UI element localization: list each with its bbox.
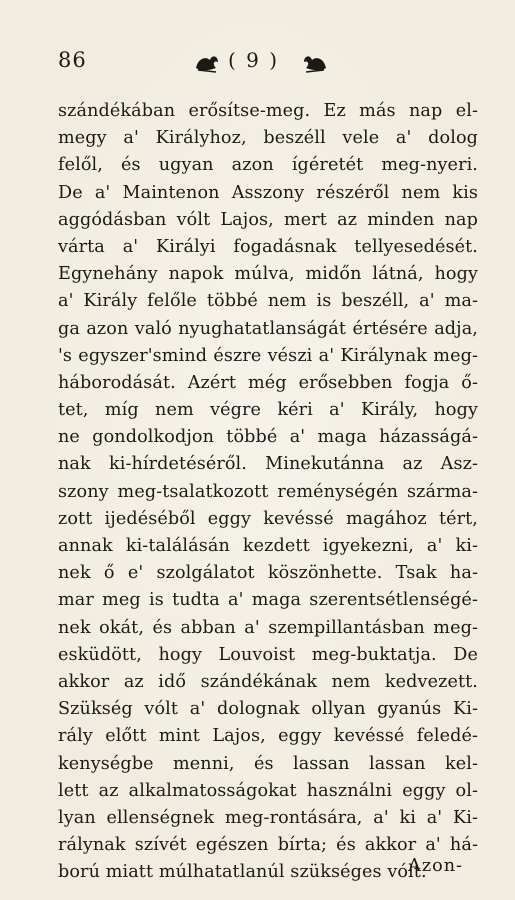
- text-line: Szükség vólt a' dolognak ollyan gyanús Ki-: [58, 699, 478, 720]
- text-line: felől, és ugyan azon ígéretét meg-nyeri.: [58, 155, 478, 176]
- text-line: zott ijedéséből eggy kevéssé magához tért,: [58, 508, 478, 529]
- text-line: rály előtt mint Lajos, eggy kevéssé feledé-: [58, 726, 478, 747]
- catchword: Azon-: [408, 856, 463, 876]
- text-line: szándékában erősítse-meg. Ez más nap el-: [58, 101, 478, 121]
- text-line: ne gondolkodjon többé a' maga házasságá-: [58, 427, 478, 448]
- text-line: lyan ellenségnek meg-rontására, a' ki a' Ki-: [58, 807, 478, 828]
- body-text: [58, 98, 478, 886]
- text-line: várta a' Királyi fogadásnak tellyesedését.: [58, 236, 478, 257]
- text-line: rálynak szívét egészen bírta; és akkor a' há-: [58, 835, 478, 856]
- text-line: a' Király felőle többé nem is beszéll, a' ma-: [58, 291, 478, 312]
- text-line: esküdött, hogy Louvoist meg-buktatja. De: [58, 644, 478, 665]
- text-line: ga azon való nyughatatlanságát értésére adja,: [58, 318, 478, 339]
- text-line: annak ki-találásán kezdett igyekezni, a' ki-: [58, 536, 478, 556]
- fleuron-right-icon: [300, 50, 330, 76]
- text-line: 's egyszer'smind észre vészi a' Királynak meg-: [58, 345, 478, 366]
- signature-mark: ( 9 ): [228, 48, 280, 72]
- text-line: aggódásban vólt Lajos, mert az minden nap: [58, 209, 478, 230]
- text-line: nek ő e' szolgálatot köszönhette. Tsak ha-: [58, 563, 478, 584]
- text-line: nek okát, és abban a' szempillantásban meg-: [58, 617, 478, 638]
- text-line: ború miatt múlhatatlanúl szükséges vólt.: [58, 862, 427, 883]
- text-line: háborodását. Azért még erősebben fogja ő-: [58, 372, 478, 393]
- text-line: De a' Maintenon Asszony részéről nem kis: [58, 182, 478, 203]
- text-line: akkor az idő szándékának nem kedvezett.: [58, 671, 478, 692]
- text-line: tet, míg nem végre kéri a' Király, hogy: [58, 400, 478, 421]
- text-line: lett az alkalmatosságokat használni eggy ol-: [58, 780, 478, 801]
- text-line: megy a' Királyhoz, beszéll vele a' dolog: [58, 128, 478, 149]
- page-number: 86: [58, 48, 87, 72]
- text-line: Egynehány napok múlva, midőn látná, hogy: [58, 264, 478, 285]
- fleuron-left-icon: [192, 50, 222, 76]
- text-line: szony meg-tsalatkozott reménységén szárma-: [58, 481, 478, 502]
- text-line: kenységbe menni, és lassan lassan kel-: [58, 753, 478, 774]
- page-header: [0, 48, 515, 88]
- text-line: mar meg is tudta a' maga szerentsétlenségé-: [58, 590, 478, 611]
- text-line: nak ki-hírdetéséről. Minekutánna az Asz-: [58, 454, 478, 475]
